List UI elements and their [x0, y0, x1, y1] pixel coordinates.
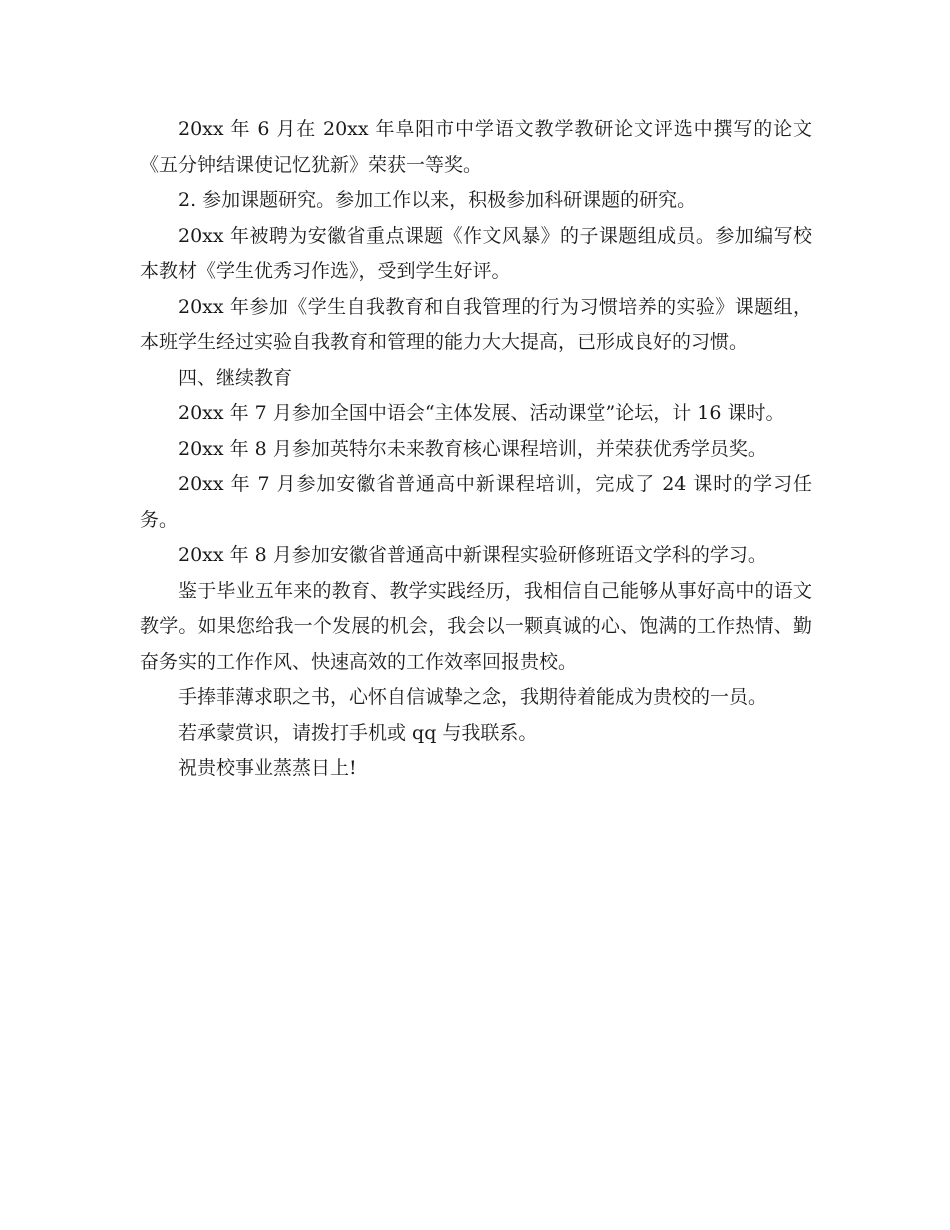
paragraph-training-3: 20xx 年 7 月参加安徽省普通高中新课程培训，完成了 24 课时的学习任务。 — [140, 473, 812, 531]
paragraph-closing-1: 手捧菲薄求职之书，心怀自信诚挚之念，我期待着能成为贵校的一员。 — [178, 686, 768, 708]
paragraph-research-project-2: 20xx 年参加《学生自我教育和自我管理的行为习惯培养的实验》课题组，本班学生经过实验自我教育和管理的能力大大提高，已形成良好的习惯。 — [140, 295, 812, 353]
paragraph-training-1: 20xx 年 7 月参加全国中语会“主体发展、活动课堂”论坛，计 16 课时。 — [178, 402, 785, 424]
paragraph-research-heading: 2. 参加课题研究。参加工作以来，积极参加科研课题的研究。 — [178, 189, 697, 211]
paragraph-training-2: 20xx 年 8 月参加英特尔未来教育核心课程培训，并荣获优秀学员奖。 — [178, 437, 767, 460]
paragraph-research-project-1: 20xx 年被聘为安徽省重点课题《作文风暴》的子课题组成员。参加编写校本教材《学生优秀习作选》，受到学生好评。 — [140, 224, 812, 282]
paragraph-training-4: 20xx 年 8 月参加安徽省普通高中新课程实验研修班语文学科的学习。 — [178, 544, 767, 566]
section-heading-continuing-education: 四、继续教育 — [178, 366, 293, 389]
paragraph-summary: 鉴于毕业五年来的教育、教学实践经历，我相信自己能够从事好高中的语文教学。如果您给我一个发展的机会，我会以一颗真诚的心、饱满的工作热情、勤奋务实的工作作风、快速高效的工作效率回报贵校。 — [140, 579, 812, 673]
paragraph-award: 20xx 年 6 月在 20xx 年阜阳市中学语文教学教研论文评选中撰写的论文《五分钟结课使记忆犹新》荣获一等奖。 — [140, 118, 812, 176]
document-body — [140, 112, 812, 787]
paragraph-wish: 祝贵校事业蒸蒸日上! — [178, 757, 357, 779]
paragraph-contact: 若承蒙赏识，请拨打手机或 qq 与我联系。 — [178, 721, 538, 744]
